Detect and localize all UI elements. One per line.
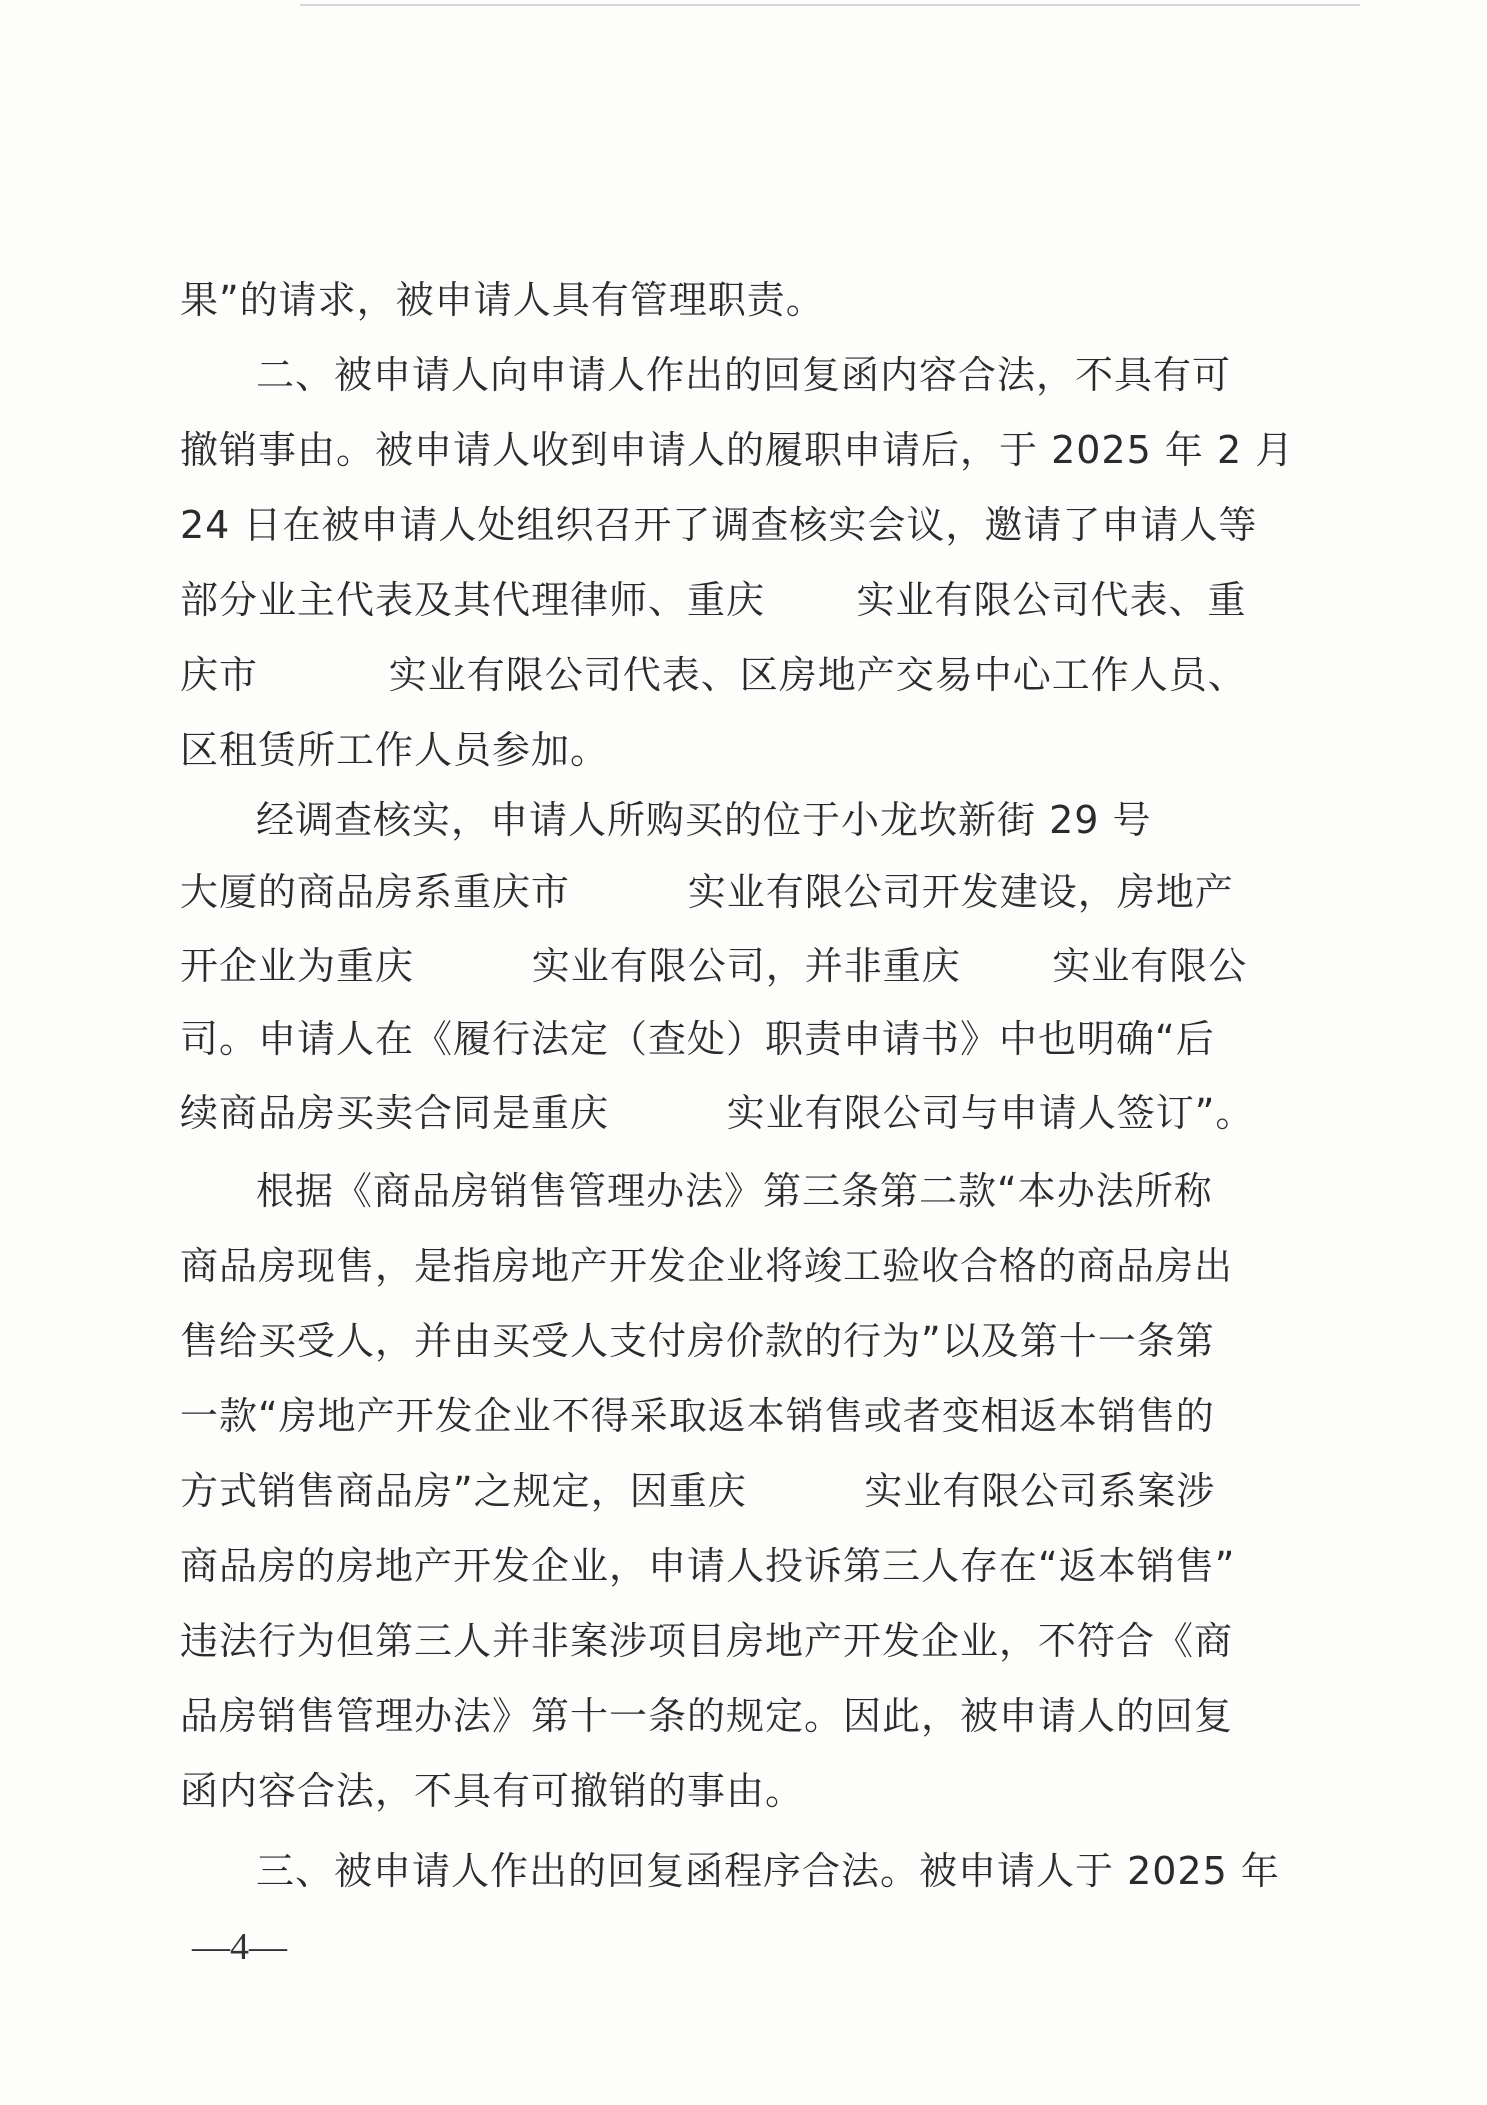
top-rule <box>300 4 1360 6</box>
body-line: 二、被申请人向申请人作出的回复函内容合法，不具有可 <box>256 353 1232 397</box>
page-number: —4— <box>192 1926 287 1968</box>
body-line: 区租赁所工作人员参加。 <box>180 728 610 772</box>
body-line: 违法行为但第三人并非案涉项目房地产开发企业，不符合《商 <box>180 1619 1234 1663</box>
body-line: 果”的请求，被申请人具有管理职责。 <box>180 278 825 322</box>
body-line: 品房销售管理办法》第十一条的规定。因此，被申请人的回复 <box>180 1694 1234 1738</box>
body-line: 售给买受人，并由买受人支付房价款的行为”以及第十一条第 <box>180 1319 1215 1363</box>
body-line: 续商品房买卖合同是重庆 实业有限公司与申请人签订”。 <box>180 1091 1255 1135</box>
body-line: 三、被申请人作出的回复函程序合法。被申请人于 2025 年 <box>256 1849 1280 1893</box>
body-line: 一款“房地产开发企业不得采取返本销售或者变相返本销售的 <box>180 1394 1215 1438</box>
body-line: 方式销售商品房”之规定，因重庆 实业有限公司系案涉 <box>180 1469 1216 1513</box>
body-line: 商品房的房地产开发企业，申请人投诉第三人存在“返本销售” <box>180 1544 1236 1588</box>
body-line: 部分业主代表及其代理律师、重庆 实业有限公司代表、重 <box>180 578 1247 622</box>
body-line: 大厦的商品房系重庆市 实业有限公司开发建设，房地产 <box>180 870 1234 914</box>
body-line: 经调查核实，申请人所购买的位于小龙坎新街 29 号 <box>256 798 1152 842</box>
body-line: 根据《商品房销售管理办法》第三条第二款“本办法所称 <box>256 1169 1213 1213</box>
body-line: 司。申请人在《履行法定（查处）职责申请书》中也明确“后 <box>180 1017 1215 1061</box>
body-line: 商品房现售，是指房地产开发企业将竣工验收合格的商品房出 <box>180 1244 1234 1288</box>
body-line: 24 日在被申请人处组织召开了调查核实会议，邀请了申请人等 <box>180 503 1258 547</box>
body-line: 撤销事由。被申请人收到申请人的履职申请后，于 2025 年 2 月 <box>180 428 1295 472</box>
body-line: 函内容合法，不具有可撤销的事由。 <box>180 1769 805 1813</box>
body-line: 开企业为重庆 实业有限公司，并非重庆 实业有限公 <box>180 944 1248 988</box>
body-line: 庆市 实业有限公司代表、区房地产交易中心工作人员、 <box>180 653 1247 697</box>
